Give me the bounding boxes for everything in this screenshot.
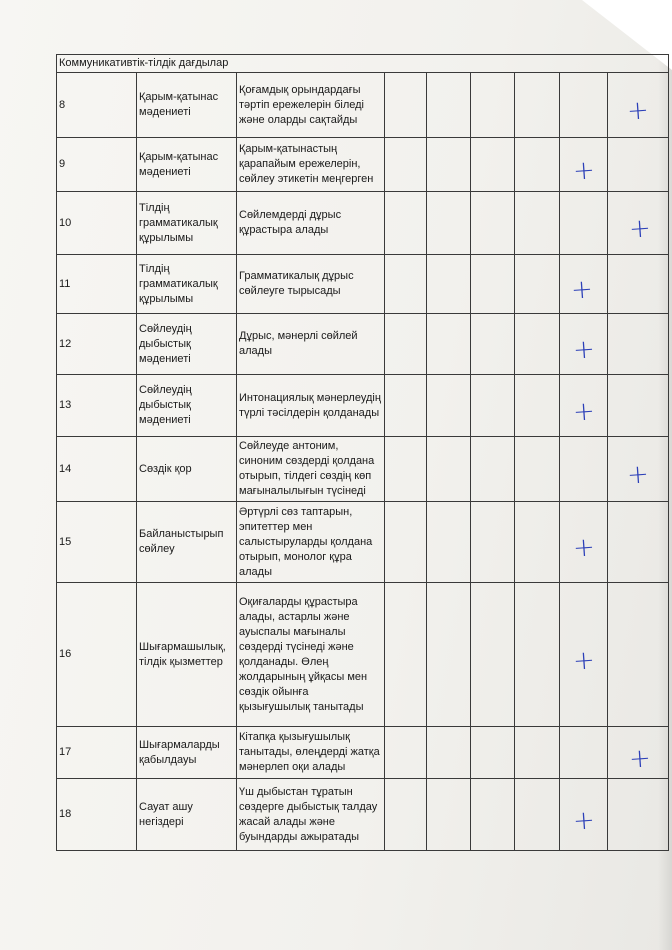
level-cell bbox=[608, 255, 669, 314]
table-row bbox=[57, 727, 669, 779]
level-cell bbox=[385, 314, 427, 375]
table-row bbox=[57, 73, 669, 138]
skill-description: Дұрыс, мәнерлі сөйлей алады bbox=[237, 314, 385, 375]
row-number: 9 bbox=[57, 138, 137, 192]
level-cell bbox=[608, 502, 669, 583]
level-cell bbox=[515, 502, 560, 583]
level-cell bbox=[471, 502, 515, 583]
level-cell bbox=[515, 314, 560, 375]
level-cell bbox=[385, 437, 427, 502]
row-number: 14 bbox=[57, 437, 137, 502]
row-number: 18 bbox=[57, 779, 137, 851]
level-cell bbox=[471, 437, 515, 502]
table-row bbox=[57, 437, 669, 502]
level-cell bbox=[385, 255, 427, 314]
level-cell bbox=[515, 779, 560, 851]
level-cell bbox=[471, 583, 515, 727]
level-cell bbox=[608, 138, 669, 192]
level-cell bbox=[608, 314, 669, 375]
row-number: 11 bbox=[57, 255, 137, 314]
check-mark: + bbox=[626, 95, 650, 127]
level-cell bbox=[385, 73, 427, 138]
level-cell bbox=[427, 375, 471, 437]
row-number: 12 bbox=[57, 314, 137, 375]
check-mark: + bbox=[571, 334, 596, 366]
level-cell bbox=[560, 437, 608, 502]
level-cell bbox=[471, 138, 515, 192]
level-cell bbox=[560, 192, 608, 255]
skill-description: Оқиғаларды құрастыра алады, астарлы және ауыспалы мағыналы сөздерді түсінеді және қолданады. Өлең жолдарының ұйқасы мен сөздік ойынға қызығушылық танытады bbox=[237, 583, 385, 727]
level-cell bbox=[427, 502, 471, 583]
level-cell bbox=[385, 583, 427, 727]
check-mark: + bbox=[571, 532, 596, 564]
level-cell bbox=[427, 314, 471, 375]
skill-area: Байланыстырып сөйлеу bbox=[137, 502, 237, 583]
level-cell bbox=[427, 192, 471, 255]
skill-area: Тілдің грамматикалық құрылымы bbox=[137, 255, 237, 314]
level-cell bbox=[515, 73, 560, 138]
skill-description: Интонациялық мәнерлеудің түрлі тәсілдерін қолданады bbox=[237, 375, 385, 437]
level-cell bbox=[471, 255, 515, 314]
check-mark: + bbox=[571, 395, 596, 428]
level-cell bbox=[471, 192, 515, 255]
level-cell bbox=[515, 138, 560, 192]
row-number: 8 bbox=[57, 73, 137, 138]
skill-description: Қоғамдық орындардағы тәртіп ережелерін біледі және оларды сақтайды bbox=[237, 73, 385, 138]
row-number: 13 bbox=[57, 375, 137, 437]
level-cell bbox=[560, 727, 608, 779]
row-number: 17 bbox=[57, 727, 137, 779]
check-mark: + bbox=[628, 213, 652, 245]
skill-area: Қарым-қатынас мәдениеті bbox=[137, 73, 237, 138]
level-cell bbox=[471, 73, 515, 138]
level-cell bbox=[427, 583, 471, 727]
row-number: 16 bbox=[57, 583, 137, 727]
level-cell bbox=[427, 73, 471, 138]
level-cell bbox=[385, 192, 427, 255]
level-cell bbox=[385, 727, 427, 779]
skill-description: Сөйлемдерді дұрыс құрастыра алады bbox=[237, 192, 385, 255]
row-number: 10 bbox=[57, 192, 137, 255]
skill-description: Қарым-қатынастың қарапайым ережелерін, сөйлеу этикетін меңгерген bbox=[237, 138, 385, 192]
skill-area: Қарым-қатынас мәдениеті bbox=[137, 138, 237, 192]
table-row bbox=[57, 192, 669, 255]
level-cell bbox=[427, 727, 471, 779]
level-cell bbox=[515, 192, 560, 255]
level-cell bbox=[515, 437, 560, 502]
level-cell bbox=[385, 502, 427, 583]
level-cell bbox=[385, 138, 427, 192]
section-title: Коммуникативтік-тілдік дағдылар bbox=[57, 55, 669, 73]
level-cell bbox=[385, 779, 427, 851]
level-cell bbox=[471, 727, 515, 779]
skill-description: Сөйлеуде антоним, синоним сөздерді қолдана отырып, тілдегі сөздің көп мағыналылығын түсінеді bbox=[237, 437, 385, 502]
level-cell bbox=[560, 73, 608, 138]
level-cell bbox=[515, 727, 560, 779]
level-cell bbox=[608, 779, 669, 851]
skill-area: Сауат ашу негіздері bbox=[137, 779, 237, 851]
check-mark: + bbox=[571, 644, 596, 677]
check-mark: + bbox=[571, 804, 596, 837]
level-cell bbox=[471, 314, 515, 375]
skill-area: Сөздік қор bbox=[137, 437, 237, 502]
level-cell bbox=[515, 375, 560, 437]
skill-description: Үш дыбыстан тұратын сөздерге дыбыстық талдау жасай алады және буындарды ажыратады bbox=[237, 779, 385, 851]
skill-description: Кітапқа қызығушылық танытады, өлеңдерді жатқа мәнерлеп оқи алады bbox=[237, 727, 385, 779]
section-header-row bbox=[57, 55, 669, 73]
level-cell bbox=[385, 375, 427, 437]
level-cell bbox=[471, 779, 515, 851]
skill-area: Шығармаларды қабылдауы bbox=[137, 727, 237, 779]
skill-area: Тілдің грамматикалық құрылымы bbox=[137, 192, 237, 255]
skill-area: Сөйлеудің дыбыстық мәдениеті bbox=[137, 375, 237, 437]
level-cell bbox=[427, 255, 471, 314]
row-number: 15 bbox=[57, 502, 137, 583]
level-cell bbox=[515, 583, 560, 727]
check-mark: + bbox=[628, 742, 652, 775]
check-mark: + bbox=[571, 154, 596, 187]
skill-description: Әртүрлі сөз таптарын, эпитеттер мен салыстыруларды қолдана отырып, монолог құра алады bbox=[237, 502, 385, 583]
level-cell bbox=[515, 255, 560, 314]
check-mark: + bbox=[626, 459, 650, 491]
level-cell bbox=[427, 138, 471, 192]
skill-description: Грамматикалық дұрыс сөйлеуге тырысады bbox=[237, 255, 385, 314]
level-cell bbox=[608, 583, 669, 727]
skill-area: Шығармашылық, тілдік қызметтер bbox=[137, 583, 237, 727]
level-cell bbox=[471, 375, 515, 437]
level-cell bbox=[427, 437, 471, 502]
skill-area: Сөйлеудің дыбыстық мәдениеті bbox=[137, 314, 237, 375]
check-mark: + bbox=[569, 274, 594, 306]
level-cell bbox=[427, 779, 471, 851]
level-cell bbox=[608, 375, 669, 437]
